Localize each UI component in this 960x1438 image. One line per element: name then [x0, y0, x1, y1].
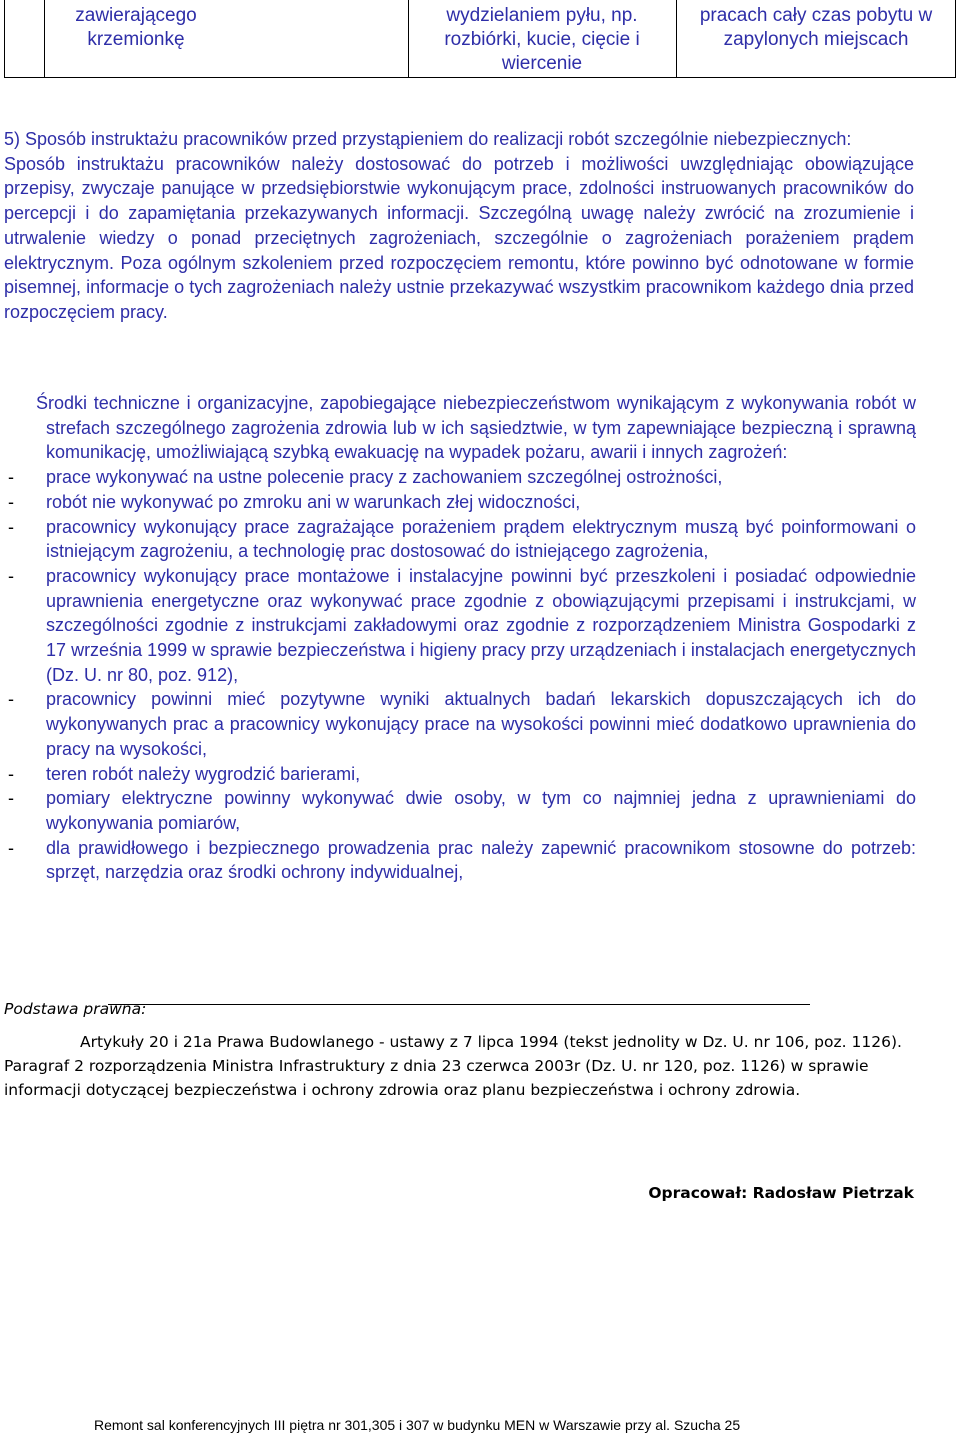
bullet-item	[4, 564, 916, 688]
table-border	[4, 0, 5, 77]
table-border	[44, 0, 45, 77]
bullet-dash: -	[8, 467, 14, 488]
bullet-text: teren robót należy wygrodzić barierami,	[46, 763, 361, 784]
bullet-text: pomiary elektryczne powinny wykonywać dwie osoby, w tym co najmniej jedna z uprawnieniami do wykonywania pomiarów,	[46, 788, 916, 833]
bullet-dash: -	[8, 565, 14, 586]
author-signature: Opracował: Radosław Pietrzak	[648, 1184, 914, 1202]
bullet-dash: -	[8, 788, 14, 809]
bullet-item	[4, 465, 916, 490]
table-cell-exposure: pracach cały czas pobytu w zapylonych miejscach	[699, 5, 933, 50]
legal-basis-line-2: Paragraf 2 rozporządzenia Ministra Infrastruktury z dnia 23 czerwca 2003r (Dz. U. nr 120, poz. 1126) w sprawie informacji dotyczącej bezpieczeństwa i ochrony zdrowia oraz planu bezpieczeństwa i ochrony zdrowia.	[4, 1057, 869, 1099]
table-cell-substance: zawierającego krzemionkę	[75, 5, 197, 50]
section-6	[4, 391, 916, 885]
table-border	[676, 0, 677, 77]
section-6-heading-block	[4, 391, 916, 465]
bullet-dash: -	[8, 837, 14, 858]
bullet-dash: -	[8, 763, 14, 784]
bullet-text: robót nie wykonywać po zmroku ani w warunkach złej widoczności,	[46, 491, 581, 512]
bullet-text: pracownicy powinni mieć pozytywne wyniki aktualnych badań lekarskich dopuszczających ich do wykonywanych prac a pracownicy wykonujący prace na wysokości powinni mieć dodatkowo uprawnienia do pracy na wysokości,	[46, 689, 916, 759]
bullet-item	[4, 836, 916, 885]
bullet-item	[4, 515, 916, 564]
bullet-item	[4, 786, 916, 835]
bullet-list	[4, 465, 916, 885]
legal-basis-line-1: Artykuły 20 i 21a Prawa Budowlanego - ustawy z 7 lipca 1994 (tekst jednolity w Dz. U. nr 106, poz. 1126).	[80, 1033, 902, 1051]
bullet-item	[4, 762, 916, 787]
bullet-text: prace wykonywać na ustne polecenie pracy z zachowaniem szczególnej ostrożności,	[46, 467, 723, 488]
section-5-heading: 5) Sposób instruktażu pracowników przed przystąpieniem do realizacji robót szczególnie niebezpiecznych:	[4, 129, 852, 149]
section-6-heading: Środki techniczne i organizacyjne, zapobiegające niebezpieczeństwom wynikającym z wykonywania robót w strefach szczególnego zagrożenia zdrowia lub w ich sąsiedztwie, w tym zapewniające bezpieczną i sprawną komunikację, umożliwiającą szybką ewakuację na wypadek pożaru, awarii i innych zagrożeń:	[36, 393, 916, 463]
bullet-text: pracownicy wykonujący prace zagrażające porażeniem prądem elektrycznym muszą być poinformowani o istniejącym zagrożeniu, a technologię prac dostosować do istniejącego zagrożenia,	[46, 516, 916, 562]
table-border	[408, 0, 409, 77]
section-6-number	[4, 391, 36, 416]
bullet-text: pracownicy wykonujący prace montażowe i instalacyjne powinni być przeszkoleni i posiadać odpowiednie uprawnienia energetyczne oraz wykonywać prace zgodnie z obowiązującymi przepisami i instrukcjami, w szczególności zgodnie z instrukcjami zakładowymi oraz zgodnie z rozporządzeniem Ministra Gospodarki z 17 września 1999 w sprawie bezpieczeństwa i higieny pracy przy urządzeniach i instalacjach energetycznych (Dz. U. nr 80, poz. 912),	[46, 565, 916, 685]
table-fragment	[4, 0, 956, 78]
bullet-dash: -	[8, 516, 14, 537]
bullet-text: dla prawidłowego i bezpiecznego prowadzenia prac należy zapewnić pracownikom stosowne do potrzeb: sprzęt, narzędzia oraz środki ochrony indywidualnej,	[46, 837, 916, 883]
bullet-dash: -	[8, 689, 14, 710]
bullet-item	[4, 490, 916, 515]
section-5	[4, 127, 914, 325]
section-5-body: Sposób instruktażu pracowników należy dostosować do potrzeb i możliwości uwzględniając obowiązujące przepisy, zwyczaje panujące w przedsiębiorstwie wykonującym prace, zdolności instruowanych pracowników do percepcji i do zapamiętania przekazywanych informacji. Szczególną uwagę należy zwrócić na zrozumienie i utrwalenie wiedzy o ponad przeciętnych zagrożeniach, szczególnie o zagrożeniach porażeniem prądem elektrycznym. Poza ogólnym szkoleniem przed rozpoczęciem remontu, które powinno być odnotowane w formie pisemnej, informacje o tych zagrożeniach należy ustnie przekazywać wszystkim pracownikom każdego dnia przed rozpoczęciem pracy.	[4, 153, 914, 322]
legal-basis	[4, 997, 914, 1102]
bullet-item	[4, 687, 916, 761]
page-footer: Remont sal konferencyjnych III piętra nr 301,305 i 307 w budynku MEN w Warszawie przy al. Szucha 25	[94, 1417, 741, 1433]
legal-basis-label: Podstawa prawna:	[4, 1000, 147, 1018]
table-cell-work: wydzielaniem pyłu, np. rozbiórki, kucie, cięcie i wiercenie	[444, 5, 640, 74]
table-border	[955, 0, 956, 77]
bullet-dash: -	[8, 491, 14, 512]
